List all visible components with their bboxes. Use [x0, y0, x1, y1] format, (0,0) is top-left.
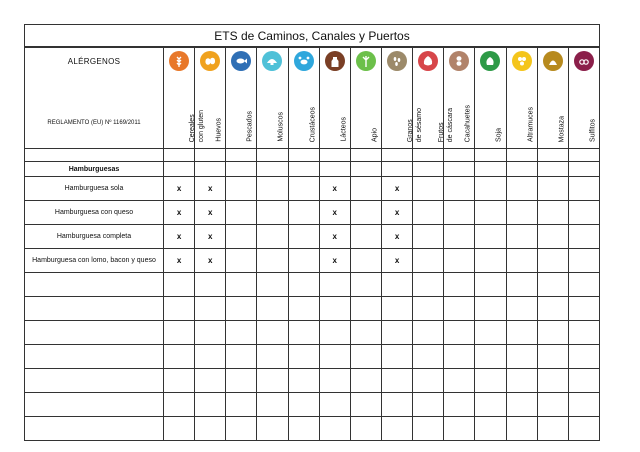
- allergen-mark: [164, 393, 195, 417]
- allergen-mark: [475, 393, 506, 417]
- lupin-icon: [512, 51, 532, 71]
- allergen-mark: [537, 417, 568, 441]
- allergen-label: Cacahuetes: [464, 104, 472, 142]
- peanut-icon: [449, 51, 469, 71]
- allergen-mark: [568, 225, 599, 249]
- allergen-mark: x: [381, 177, 412, 201]
- allergen-label: Sulfitos: [589, 119, 597, 142]
- allergen-mark: [257, 417, 288, 441]
- allergen-header-7: [381, 48, 424, 149]
- allergen-mark: [381, 297, 412, 321]
- milk-icon: [325, 51, 345, 71]
- allergen-mark: [537, 249, 568, 273]
- allergen-mark: [444, 225, 475, 249]
- allergen-mark: [506, 345, 537, 369]
- allergen-mark: [475, 297, 506, 321]
- allergen-mark: [381, 393, 412, 417]
- allergen-mark: [164, 369, 195, 393]
- allergen-mark: [350, 417, 381, 441]
- allergen-mark: [381, 273, 412, 297]
- allergen-mark: [195, 345, 226, 369]
- allergen-mark: [195, 321, 226, 345]
- allergen-mark: [195, 417, 226, 441]
- allergen-mark: [506, 321, 537, 345]
- allergen-mark: [475, 249, 506, 273]
- allergen-mark: [568, 201, 599, 225]
- allergen-mark: [568, 297, 599, 321]
- allergen-label: Lácteos: [340, 117, 348, 142]
- allergen-label: Moluscos: [277, 112, 285, 142]
- allergen-header-3: [257, 48, 288, 149]
- allergen-mark: [350, 369, 381, 393]
- allergen-mark: [226, 297, 257, 321]
- allergen-mark: [257, 321, 288, 345]
- allergen-label: Cereales con gluten: [189, 109, 206, 142]
- allergen-mark: [568, 177, 599, 201]
- product-name: [25, 273, 164, 297]
- allergen-mark: [381, 369, 412, 393]
- table-row: [25, 201, 600, 225]
- section-row: [25, 162, 600, 177]
- allergen-mark: [444, 177, 475, 201]
- allergen-mark: [319, 417, 350, 441]
- allergen-mark: [257, 225, 288, 249]
- allergen-mark: [226, 225, 257, 249]
- allergen-mark: [195, 273, 226, 297]
- sesame-icon: [387, 51, 407, 71]
- allergen-mark: [506, 297, 537, 321]
- document-title: ETS de Caminos, Canales y Puertos: [24, 24, 600, 47]
- allergen-mark: [506, 417, 537, 441]
- celery-icon: [356, 51, 376, 71]
- allergen-mark: x: [195, 225, 226, 249]
- allergen-mark: [257, 201, 288, 225]
- allergen-mark: [444, 369, 475, 393]
- spacer-row: [25, 149, 600, 162]
- allergen-mark: [537, 369, 568, 393]
- allergen-mark: [288, 393, 319, 417]
- allergen-label: Apio: [371, 127, 379, 142]
- allergen-mark: [350, 225, 381, 249]
- allergen-mark: [537, 345, 568, 369]
- allergen-mark: [568, 273, 599, 297]
- allergen-mark: [475, 201, 506, 225]
- product-name: Hamburguesa sola: [25, 177, 164, 201]
- allergen-mark: [568, 321, 599, 345]
- allergen-mark: x: [381, 249, 412, 273]
- header-left-cell: [25, 48, 164, 149]
- allergen-mark: [537, 201, 568, 225]
- section-title: Hamburguesas: [25, 162, 164, 177]
- allergen-mark: [537, 393, 568, 417]
- allergen-header-13: [568, 48, 599, 149]
- allergen-mark: [319, 321, 350, 345]
- allergen-mark: [475, 273, 506, 297]
- allergen-mark: [164, 345, 195, 369]
- allergen-mark: [537, 225, 568, 249]
- product-name: Hamburguesa completa: [25, 225, 164, 249]
- allergen-mark: [350, 345, 381, 369]
- allergen-header-row: [25, 48, 600, 149]
- allergen-header-5: [319, 48, 350, 149]
- allergen-mark: [288, 225, 319, 249]
- allergen-mark: [226, 417, 257, 441]
- allergen-mark: x: [195, 249, 226, 273]
- allergen-mark: [257, 345, 288, 369]
- allergen-mark: [444, 417, 475, 441]
- allergen-label: Mostaza: [558, 115, 566, 142]
- allergen-mark: [195, 393, 226, 417]
- allergen-mark: [413, 273, 444, 297]
- table-row: [25, 345, 600, 369]
- table-row: [25, 369, 600, 393]
- table-row: [25, 417, 600, 441]
- product-name: [25, 321, 164, 345]
- allergen-header-9: [444, 48, 475, 149]
- allergen-mark: [506, 249, 537, 273]
- allergen-label: Huevos: [215, 118, 223, 142]
- egg-icon: [200, 51, 220, 71]
- allergen-header-4: [288, 48, 319, 149]
- allergen-mark: x: [164, 201, 195, 225]
- allergen-mark: [506, 369, 537, 393]
- allergen-label: Altramuces: [527, 106, 535, 142]
- allergen-mark: [257, 369, 288, 393]
- allergen-mark: [506, 393, 537, 417]
- allergen-mark: [413, 393, 444, 417]
- allergen-mark: [444, 201, 475, 225]
- allergen-mark: [350, 201, 381, 225]
- allergen-mark: [506, 177, 537, 201]
- wheat-icon: [169, 51, 189, 71]
- shell-icon: [262, 51, 282, 71]
- allergen-mark: [413, 297, 444, 321]
- table-row: [25, 393, 600, 417]
- allergen-mark: [475, 417, 506, 441]
- allergen-mark: [568, 369, 599, 393]
- allergen-mark: [413, 201, 444, 225]
- allergen-mark: [257, 249, 288, 273]
- allergen-mark: [288, 345, 319, 369]
- allergen-mark: [288, 369, 319, 393]
- allergen-mark: [164, 273, 195, 297]
- allergen-mark: [288, 417, 319, 441]
- allergen-mark: [568, 249, 599, 273]
- allergen-mark: [413, 177, 444, 201]
- allergen-mark: [413, 225, 444, 249]
- allergen-mark: x: [319, 201, 350, 225]
- table-row: [25, 321, 600, 345]
- allergen-mark: x: [319, 225, 350, 249]
- allergen-mark: [350, 321, 381, 345]
- allergen-mark: [226, 393, 257, 417]
- product-name: [25, 417, 164, 441]
- allergen-header-2: [226, 48, 257, 149]
- allergen-mark: x: [164, 177, 195, 201]
- allergen-mark: [164, 297, 195, 321]
- mustard-icon: [543, 51, 563, 71]
- allergen-mark: [288, 273, 319, 297]
- allergen-mark: [381, 321, 412, 345]
- sulphite-icon: [574, 51, 594, 71]
- table-row: [25, 225, 600, 249]
- allergen-mark: x: [164, 225, 195, 249]
- table-row: [25, 297, 600, 321]
- allergen-mark: [319, 345, 350, 369]
- allergen-header-12: [537, 48, 568, 149]
- allergen-mark: [257, 177, 288, 201]
- allergen-mark: [257, 273, 288, 297]
- allergen-mark: [319, 369, 350, 393]
- product-name: Hamburguesa con lomo, bacon y queso: [25, 249, 164, 273]
- allergen-mark: [568, 393, 599, 417]
- table-row: [25, 273, 600, 297]
- allergen-label: Granos de sésamo: [407, 107, 424, 142]
- allergen-header-8: [413, 48, 455, 149]
- allergen-label: Frutos de cáscara: [438, 107, 455, 142]
- allergen-mark: [537, 273, 568, 297]
- allergen-mark: [319, 393, 350, 417]
- allergen-mark: [475, 369, 506, 393]
- allergen-mark: x: [319, 249, 350, 273]
- allergen-mark: [288, 321, 319, 345]
- product-name: [25, 297, 164, 321]
- allergen-mark: x: [319, 177, 350, 201]
- allergen-mark: [506, 273, 537, 297]
- nut-icon: [418, 51, 438, 71]
- allergens-heading: ALÉRGENOS: [67, 57, 121, 66]
- allergen-label: Soja: [495, 127, 503, 142]
- allergen-mark: [381, 417, 412, 441]
- allergen-mark: [288, 201, 319, 225]
- allergen-mark: [413, 369, 444, 393]
- allergen-mark: [506, 201, 537, 225]
- allergen-mark: [226, 369, 257, 393]
- allergen-header-6: [350, 48, 381, 149]
- allergen-mark: x: [164, 249, 195, 273]
- allergen-mark: [350, 297, 381, 321]
- allergen-mark: [226, 321, 257, 345]
- allergen-header-0: [164, 48, 206, 149]
- allergen-sheet: [24, 24, 600, 441]
- soy-icon: [480, 51, 500, 71]
- allergen-mark: [444, 249, 475, 273]
- allergen-mark: x: [195, 201, 226, 225]
- allergen-header-11: [506, 48, 537, 149]
- allergen-mark: [444, 297, 475, 321]
- table-row: [25, 249, 600, 273]
- allergen-mark: [164, 417, 195, 441]
- allergen-mark: [164, 321, 195, 345]
- allergen-mark: x: [381, 225, 412, 249]
- allergen-mark: [288, 297, 319, 321]
- allergen-mark: [257, 297, 288, 321]
- allergen-mark: x: [381, 201, 412, 225]
- allergen-mark: [288, 249, 319, 273]
- allergen-mark: [475, 225, 506, 249]
- allergen-mark: [257, 393, 288, 417]
- allergen-label: Pescados: [246, 111, 254, 142]
- allergen-label: Crustáceos: [309, 106, 317, 142]
- allergen-mark: [413, 249, 444, 273]
- product-name: [25, 369, 164, 393]
- allergen-mark: [537, 177, 568, 201]
- allergen-mark: [475, 345, 506, 369]
- allergen-mark: [226, 177, 257, 201]
- allergen-mark: [413, 321, 444, 345]
- allergen-mark: [475, 321, 506, 345]
- fish-icon: [231, 51, 251, 71]
- allergen-table: [24, 47, 600, 441]
- allergen-mark: [568, 345, 599, 369]
- allergen-mark: [350, 177, 381, 201]
- allergen-mark: [226, 201, 257, 225]
- allergen-mark: [226, 273, 257, 297]
- allergen-mark: [444, 345, 475, 369]
- allergen-mark: [350, 249, 381, 273]
- allergen-mark: [506, 225, 537, 249]
- allergen-mark: [319, 273, 350, 297]
- allergen-mark: [413, 345, 444, 369]
- allergen-mark: [319, 297, 350, 321]
- allergen-mark: [350, 273, 381, 297]
- allergen-mark: [288, 177, 319, 201]
- allergen-mark: [537, 297, 568, 321]
- allergen-mark: x: [195, 177, 226, 201]
- allergen-mark: [226, 345, 257, 369]
- allergen-mark: [568, 417, 599, 441]
- product-name: Hamburguesa con queso: [25, 201, 164, 225]
- allergen-header-1: [195, 48, 226, 149]
- product-name: [25, 393, 164, 417]
- table-row: [25, 177, 600, 201]
- allergen-mark: [444, 393, 475, 417]
- regulation-label: REGLAMENTO (EU) Nº 1169/2011: [47, 120, 141, 126]
- allergen-mark: [195, 297, 226, 321]
- crab-icon: [294, 51, 314, 71]
- allergen-mark: [444, 321, 475, 345]
- allergen-mark: [381, 345, 412, 369]
- product-name: [25, 345, 164, 369]
- allergen-mark: [444, 273, 475, 297]
- allergen-mark: [195, 369, 226, 393]
- allergen-mark: [475, 177, 506, 201]
- allergen-mark: [413, 417, 444, 441]
- allergen-mark: [226, 249, 257, 273]
- allergen-mark: [350, 393, 381, 417]
- allergen-mark: [537, 321, 568, 345]
- allergen-header-10: [475, 48, 506, 149]
